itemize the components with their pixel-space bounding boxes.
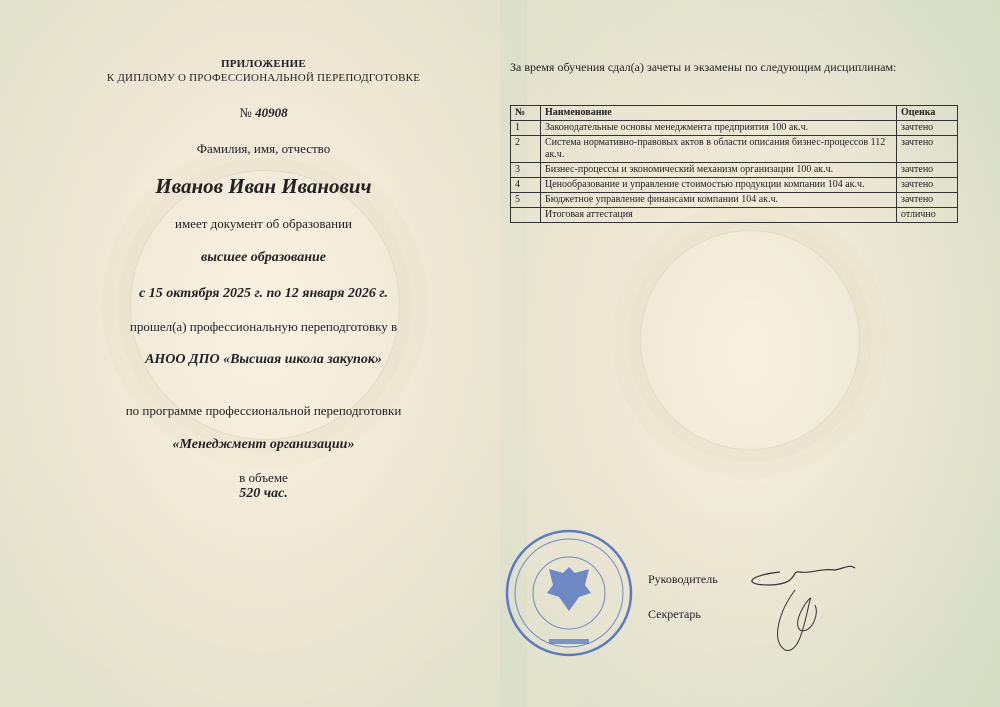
table-row — [511, 193, 958, 208]
cell-name: Система нормативно-правовых актов в области описания бизнес-процессов 112 ак.ч. — [541, 136, 897, 163]
header-grade: Оценка — [897, 106, 958, 121]
disciplines-table — [510, 105, 958, 223]
has-document-text: имеет документ об образовании — [174, 216, 353, 231]
cell-number: 5 — [511, 193, 541, 208]
number-value: 40908 — [255, 105, 288, 120]
head-label: Руководитель — [648, 572, 718, 586]
cell-number: 4 — [511, 178, 541, 193]
cell-name: Ценообразование и управление стоимостью продукции компании 104 ак.ч. — [541, 178, 897, 193]
table-row — [511, 163, 958, 178]
cell-name: Итоговая аттестация — [541, 208, 897, 223]
diploma-number — [0, 105, 527, 121]
cell-number: 3 — [511, 163, 541, 178]
table-row — [511, 121, 958, 136]
volume-value: 520 час. — [239, 486, 288, 501]
eagle-emblem-icon — [547, 567, 591, 611]
table-row — [511, 208, 958, 223]
program-name: «Менеджмент организации» — [172, 437, 355, 452]
official-stamp — [503, 527, 635, 659]
rosette-pattern — [130, 170, 400, 440]
number-prefix: № — [239, 105, 252, 120]
passed-text: прошел(а) профессиональную переподготовку в — [129, 319, 398, 334]
full-name: Иванов Иван Иванович — [155, 174, 372, 198]
education-level: высшее образование — [201, 250, 326, 265]
table-row — [511, 136, 958, 163]
program-label: по программе профессиональной переподготовки — [125, 403, 402, 418]
cell-grade: зачтено — [897, 163, 958, 178]
cell-number: 1 — [511, 121, 541, 136]
secretary-label: Секретарь — [648, 607, 701, 621]
title-line-1: ПРИЛОЖЕНИЕ — [221, 58, 306, 70]
organization: АНОО ДПО «Высшая школа закупок» — [145, 352, 382, 367]
rosette-pattern — [640, 230, 860, 450]
cell-grade: отлично — [897, 208, 958, 223]
table-row — [511, 178, 958, 193]
cell-number — [511, 208, 541, 223]
header-number: № — [511, 106, 541, 121]
study-period: с 15 октября 2025 г. по 12 января 2026 г. — [139, 286, 388, 301]
intro-text: За время обучения сдал(а) зачеты и экзамены по следующим дисциплинам: — [510, 60, 897, 74]
signature — [740, 560, 865, 660]
fio-label: Фамилия, имя, отчество — [196, 141, 331, 156]
cell-grade: зачтено — [897, 121, 958, 136]
table-header — [511, 106, 958, 121]
cell-number: 2 — [511, 136, 541, 163]
cell-name: Законодательные основы менеджмента предприятия 100 ак.ч. — [541, 121, 897, 136]
cell-grade: зачтено — [897, 136, 958, 163]
cell-name: Бюджетное управление финансами компании 104 ак.ч. — [541, 193, 897, 208]
cell-name: Бизнес-процессы и экономический механизм организации 100 ак.ч. — [541, 163, 897, 178]
volume-label: в объеме — [239, 470, 288, 485]
header-name: Наименование — [541, 106, 897, 121]
title-line-2: К ДИПЛОМУ О ПРОФЕССИОНАЛЬНОЙ ПЕРЕПОДГОТОВКЕ — [106, 72, 421, 84]
cell-grade: зачтено — [897, 178, 958, 193]
cell-grade: зачтено — [897, 193, 958, 208]
